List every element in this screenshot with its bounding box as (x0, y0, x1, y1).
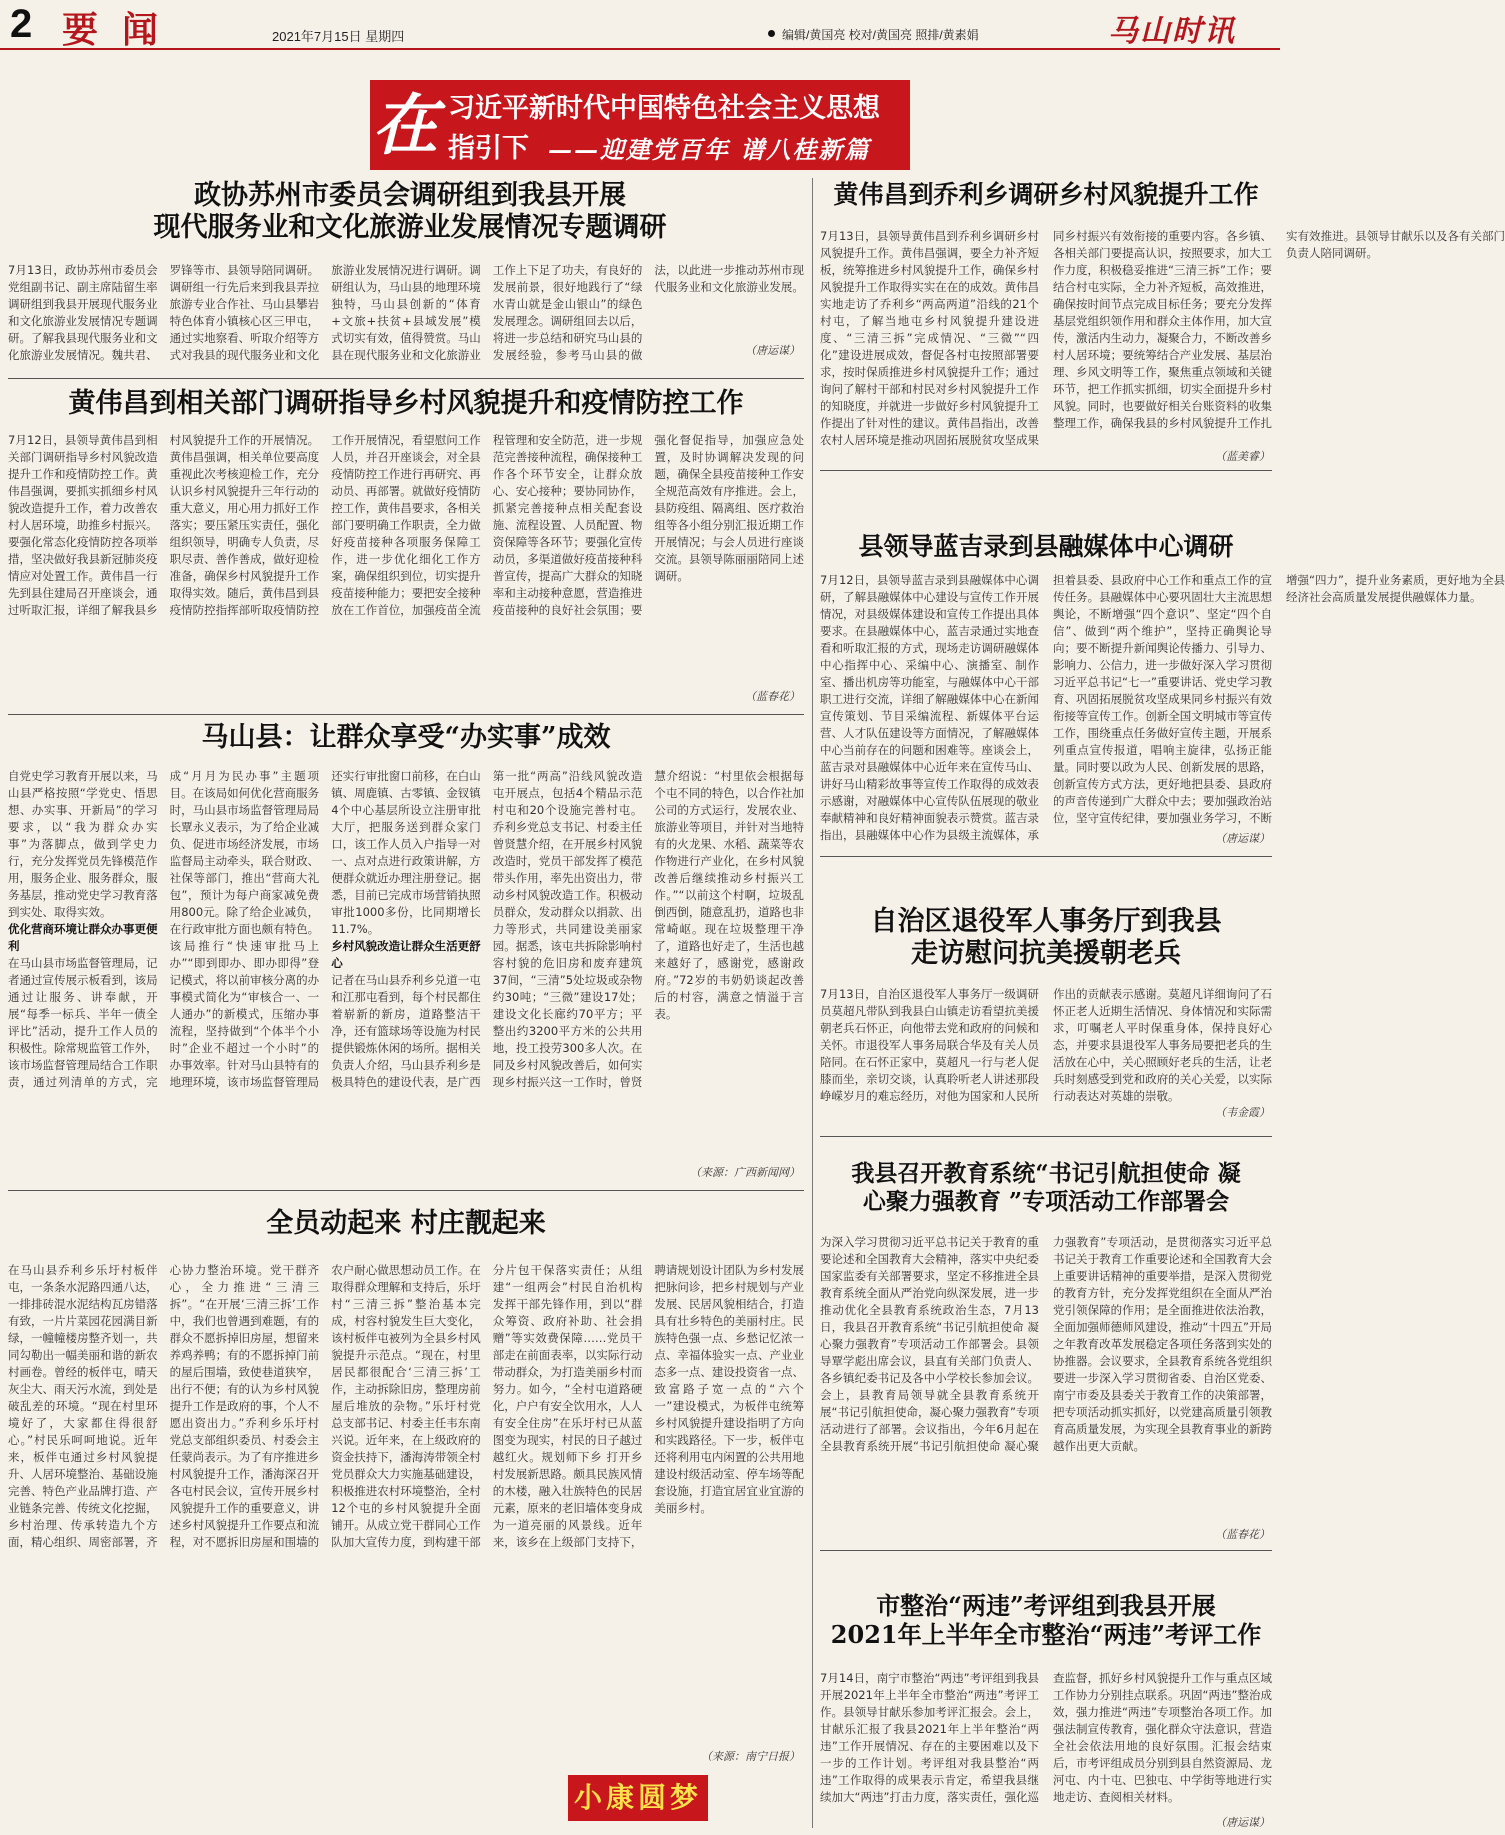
divider (8, 1190, 804, 1191)
article-byline: （蓝春花） (1215, 1528, 1270, 1541)
title-line: 市整治“两违”考评组到我县开展 (876, 1591, 1216, 1620)
article-byline: （唐运谋） (1215, 832, 1270, 845)
article-body: 7月12日，县领导蓝吉录到县融媒体中心调研，了解县融媒体中心建设与宣传工作开展情况，对县级媒体建设和宣传工作提出具体要求。在县融媒体中心，蓝吉录通过实地查看和听取汇报的方式，现场走访调研融媒体中心指挥中心、采编中心、演播室、制作室、播出机房等功能室，与融媒体中心干部职工进行交流，详细了解融媒体中心在新闻宣传策划、节目采编流程、新媒体平台运营、人才队伍建设等方面情况，了解融媒体中心当前存在的问题和困难等。座谈会上，蓝吉录对县融媒体中心近年来在宣传马山、讲好马山精彩故事等宣传工作取得的成效表示感谢，对融媒体中心宣传队伍展现的敬业奉献精神和良好精神面貌表示赞赏。蓝吉录指出，县融媒体中心作为县级主流媒体，承担着县委、县政府中心工作和重点工作的宣传任务。县融媒体中心要巩固壮大主流思想舆论，不断增强“四个意识”、坚定“四个自信”、做到“两个维护”，坚持正确舆论导向；要不断提升新闻舆论传播力、引导力、影响力、公信力，进一步做好深入学习贯彻习近平总书记“七一”重要讲话、党史学习教育、巩固拓展脱贫攻坚成果同乡村振兴有效衔接等宣传工作。创新全国文明城市等宣传工作，围绕重点任务做好宣传主题，开展系列重点宣传报道，唱响主旋律，弘扬正能量。同时要以政为人民、创新发展的思路，创新宣传方式方法，更好地把县委、县政府的声音传递到广大群众中去；要加强政治站位，坚守宣传纪律，要加强业务学习，不断增强“四力”，提升业务素质，更好地为全县经济社会高质量发展提供融媒体力量。 (820, 573, 1505, 842)
banner-line1: 习近平新时代中国特色社会主义思想 (448, 93, 880, 124)
editor-credits: 编辑/黄国亮 校对/黄国亮 照排/黄素娟 (782, 28, 979, 42)
article-title: 黄伟昌到相关部门调研指导乡村风貌提升和疫情防控工作 (68, 388, 744, 419)
article-byline: （来源：广西新闻网） (690, 1166, 800, 1179)
paragraph: 自党史学习教育开展以来，马山县严格按照“学党史、悟思想、办实事、开新局”的学习要求，以“我为群众办实事”为落脚点，做到学史力行，充分发挥党员先锋模范作用，服务企业、服务群众，服务基层，推动党史学习教育落到实处、取得实效。 (8, 769, 158, 919)
divider (820, 1136, 1272, 1137)
theme-banner (370, 80, 910, 170)
title-line: 走访慰问抗美援朝老兵 (911, 938, 1181, 970)
article-body: 为深入学习贯彻习近平总书记关于教育的重要论述和全国教育大会精神，落实中央纪委国家监委有关部署要求，坚定不移推进全县教育系统全面从严治党向纵深发展，进一步推动优化全县教育系统政治生态，7月13日，我县召开教育系统“书记引航担使命 凝心聚力强教育”专项活动工作部署会。县领导覃学彪出席会议，县直有关部门负责人、各乡镇纪委书记及各中小学校长参加会议。会上，县教育局领导就全县教育系统开展“书记引航担使命，凝心聚力强教育”专项活动进行了部署。会议指出，今年6月起在全县教育系统开展“书记引航担使命 凝心聚力强教育”专项活动，是贯彻落实习近平总书记关于教育工作重要论述和全国教育大会上重要讲话精神的重要举措，是深入贯彻党的教育方针，充分发挥党组织在全面从严治党引领保障的作用；是全面推进依法治教，全面加强师德师风建设，推动“十四五”开局之年教育改革发展稳定各项任务落到实处的协推器。会议要求，全县教育系统各党组织要进一步深入学习贯彻省委、自治区党委、南宁市委及县委关于教育工作的决策部署，把专项活动抓实抓好，以党建高质量引领教育高质量发展，为实现全县教育事业的新跨越作出更大贡献。 (820, 1235, 1272, 1453)
divider (820, 856, 1272, 857)
article-title (40, 180, 780, 245)
divider (8, 714, 804, 715)
article-body (8, 768, 804, 1182)
article-byline: （唐运谋） (745, 344, 800, 357)
title-line: 政协苏州市委员会调研组到我县开展 (194, 180, 626, 211)
title-line: 2021年上半年全市整治“两违”考评工作 (830, 1619, 1262, 1649)
banner-line2: 指引下 (448, 133, 529, 164)
article-title (820, 906, 1272, 971)
paragraph: 在马山县市场监督管理局，记者通过宣传展示板看到，该局通过让服务、讲奉献，开展“每季一标兵、半年一债全评比”活动，提升工作人员的积极性。除常规监管工作外，该市场监督管理局结合工作职责，通过列清单的方式，完成“月月为民办事”主题项目。在该局如何优化营商服务时，马山县市场监督管理局局长覃永义表示，为了给企业减负、促进市场经济发展，市场监督局主动牵头，联合财政、社保等部门，推出“营商大礼包”，预计为每户商家减免费用800元。除了给企业减负，在行政审批方面也颇有特色。该局推行“快速审批马上办”“即到即办、即办即得”登记模式，将以前审核分离的办事模式简化为“审核合一、一人通办”的新模式，压缩办事流程，坚持做到“个体半个小时”企业不超过一个小时”的办事效率。针对马山县特有的地理环境，该市场监督管理局还实行审批窗口前移，在白山镇、周鹿镇、古零镇、金钗镇4个中心基层所设立注册审批大厅，把服务送到群众家门口，该工作人员入户指导一对一、点对点进行政策讲解，方便群众就近办理注册登记。据悉，目前已完成市场营销执照审批1000多份，比同期增长11.7%。 (8, 769, 481, 1089)
article-title: 全员动起来 村庄靓起来 (266, 1208, 546, 1239)
article-body: 7月12日，县领导黄伟昌到相关部门调研指导乡村风貌改造提升工作和疫情防控工作。黄伟昌强调，要抓实抓细乡村风貌改造提升工作，着力改善农村人居环境，助推乡村振兴。要强化常态化疫情防控各项举措，坚决做好我县新冠肺炎疫情应对处置工作。黄伟昌一行先到县住建局召开座谈会，通过听取汇报，详细了解我县乡村风貌提升工作的开展情况。黄伟昌强调，相关单位要高度重视此次考核迎检工作，充分认识乡村风貌提升三年行动的重大意义，用心用力抓好工作落实；要压紧压实责任，强化组织领导，明确专人负责，尽职尽责、善作善成，做好迎检准备，确保乡村风貌提升工作取得实效。随后，黄伟昌到县疫情防控指挥部听取疫情防控工作开展情况，看望慰问工作人员，并召开座谈会，对全县疫情防控工作进行再研究、再动员、再部署。就做好疫情防控工作，黄伟昌要求，各相关部门要明确工作职责，全力做好疫苗接种各项服务保障工作，进一步优化细化工作方案，确保组织到位，切实提升疫苗接种能力；要把安全接种放在工作首位，加强疫苗全流程管理和安全防范，进一步规范完善接种流程，确保接种工作各个环节安全，让群众放心、安心接种；要协同协作，抓紧完善接种点相关配套设施、流程设置、人员配置、物资保障等各环节；要强化宣传动员，多渠道做好疫苗接种科普宣传，提高广大群众的知晓率和主动接种意愿，营造推进疫苗接种的良好社会氛围；要强化督促指导，加强应急处置，及时协调解决发现的问题，确保全县疫苗接种工作安全规范高效有序推进。会上，县防疫组、隔离组、医疗救治组等各小组分别汇报近期工作开展情况；与会人员进行座谈交流。县领导陈丽丽陪同上述调研。 (8, 433, 804, 617)
article-byline: （来源：南宁日报） (701, 1750, 800, 1763)
article-body: 7月13日，县领导黄伟昌到乔利乡调研乡村风貌提升工作。黄伟昌强调，要全力补齐短板，统筹推进乡村风貌提升工作，确保乡村风貌提升工作取得实实在在的成效。黄伟昌实地走访了乔利乡“两高两道”沿线的21个村屯，了解当地屯乡村风貌提升建设进度、“三清三拆”完成情况、“三微”“四化”建设进展成效，督促各村屯按照部署要求，按时保质推进乡村风貌提升工作；通过询问了解村干部和村民对乡村风貌提升工作的知晓度，并就进一步做好乡村风貌提升工作提出了针对性的建议。黄伟昌指出，改善农村人居环境是推动巩固拓展脱贫攻坚成果同乡村振兴有效衔接的重要内容。各乡镇、各相关部门要提高认识，按照要求，加大工作力度，积极稳妥推进“三清三拆”工作；要结合村屯实际，全力补齐短板，高效推进，确保按时间节点完成目标任务；要充分发挥基层党组织领作用和群众主体作用，加大宣传，激活内生动力，凝聚合力，不断改善乡村人居环境；要统筹结合产业发展、基层治理、乡风文明等工作，聚焦重点领域和关键环节，把工作抓实抓细，切实全面提升乡村风貌。同时，也要做好相关台账资料的收集整理工作，确保我县的乡村风貌提升工作扎实有效推进。县领导甘献乐以及各有关部门负责人陪同调研。 (820, 229, 1505, 447)
article-byline: （韦金霞） (1215, 1106, 1270, 1119)
article-byline: （唐运谋） (1215, 1816, 1270, 1829)
newspaper-logo: 马山时讯 (1108, 14, 1236, 49)
bullet-icon (768, 30, 775, 37)
article-title: 黄伟昌到乔利乡调研乡村风貌提升工作 (833, 180, 1259, 209)
column-divider (812, 178, 813, 1828)
issue-date: 2021年7月15日 星期四 (272, 29, 405, 44)
divider (8, 378, 804, 379)
article-body: 7月13日，政协苏州市委员会党组副书记、副主席陆留生率调研组到我县开展现代服务业和文化旅游业发展情况专题调研。了解我县现代服务业和文化旅游业发展情况。魏共君、罗锋等市、县领导陪同调研。调研组一行先后来到我县弄拉旅游专业合作社、马山县攀岩特色体育小镇核心区三甲屯，通过实地察看、听取介绍等方式对我县的现代服务业和文化旅游业发展情况进行调研。调研组认为，马山县的地理环境独特，马山县创新的“体育+文旅+扶贫+县域发展”模式切实有效，值得赞赏。马山县在现代服务业和文化旅游业工作上下足了功夫，有良好的发展前景，很好地践行了“绿水青山就是金山银山”的绿色发展理念。调研组回去以后，将进一步总结和研究马山县的发展经验，参考马山县的做法，以此进一步推动苏州市现代服务业和文化旅游业发展。 (8, 263, 804, 362)
page-header (0, 0, 1280, 50)
xiaokang-banner: 小康圆梦 (568, 1775, 708, 1821)
divider (820, 1550, 1272, 1551)
page-number: 2 (10, 2, 33, 46)
article-byline: （蓝春花） (745, 690, 800, 703)
article-title (820, 1592, 1272, 1650)
paragraph: 记者在马山县乔利乡兑道一屯和江那屯看到，每个村民都住着崭新的新房，道路整洁干净，还有篮球场等设施为村民提供锻炼休闲的场所。据相关负责人介绍，马山县乔利乡是极具特色的建设代表，是广西第一批“两高”沿线风貌改造屯开展点，包括4个精品示范村屯和20个设施完善村屯。乔利乡党总支书记、村委主任曾贤慧介绍，在开展乡村风貌改造时，党员干部发挥了模范带头作用，率先出资出力，带动乡村风貌改造工作。积极动员群众，发动群众以捐款、出力等形式，共同建设美丽家园。据悉，该屯共拆除影响村容村貌的危旧房和废弃建筑37间，“三清”5处垃圾或杂物约30吨；“三微”建设17处；建设文化长廊约70平方；平整出约3200平方米的公共用地，投工投劳300多人次。在同及乡村风貌改善后，如何实现乡村振兴这一工作时，曾贤慧介绍说：“村里依会根据每个屯不同的特色，以合作社加公司的方式运行，发展农业、旅游业等项目，并针对当地特有的火龙果、水稻、蔬菜等农作物进行产业化，在乡村风貌改善后继续推动乡村振兴工作。”“以前这个村啊，垃圾乱倒西倒，随意乱扔，道路也非常崎岖。现在垃圾整理干净了，道路也好走了，生活也越来越好了，感谢党，感谢政府。”72岁的韦奶奶谈起改善后的村容，满意之情溢于言表。 (331, 769, 804, 1089)
article-body: 7月13日，自治区退役军人事务厅一级调研员莫超凡带队到我县白山镇走访看望抗美援朝老兵石怀正，向他带去党和政府的问候和关怀。市退役军人事务局联合华及有关人员陪同。在石怀正家中，莫超凡一行与老人促膝而坐，亲切交谈，认真聆听老人讲述那段峥嵘岁月的难忘经历，对他为国家和人民所作出的贡献表示感谢。莫超凡详细询问了石怀正老人近期生活情况、身体情况和实际需求，叮嘱老人平时保重身体，保持良好心态，并要求县退役军人事务局要把老兵的生活放在心中，关心照顾好老兵的生活，让老兵时刻感受到党和政府的关心关爱，以实际行动表达对英雄的崇敬。 (820, 987, 1272, 1103)
banner-slogan: ——迎建党百年 谱八桂新篇 (548, 135, 871, 164)
article-title (820, 1160, 1272, 1215)
title-line: 现代服务业和文化旅游业发展情况专题调研 (153, 212, 667, 244)
subheading: 优化营商环境让群众办事更便利 (8, 922, 158, 953)
banner-big-char: 在 (372, 86, 438, 164)
title-line: 心聚力强教育 ”专项活动工作部署会 (862, 1187, 1230, 1215)
article-body: 7月14日，南宁市整治“两违”考评组到我县开展2021年上半年全市整治“两违”考评工作。县领导甘献乐参加考评汇报会。会上，甘献乐汇报了我县2021年上半年整治“两违”工作开展情况、存在的主要困难以及下一步的工作计划。考评组对我县整治“两违”工作取得的成果表示肯定，希望我县继续加大“两违”打击力度，落实责任，强化巡查监督，抓好乡村风貌提升工作与重点区域工作协力分别挂点联系。巩固“两违”整治成效，强力推进“两违”专项整治各项工作。加强法制宣传教育，强化群众守法意识，营造全社会依法用地的良好氛围。汇报会结束后，市考评组成员分别到县自然资源局、龙河屯、内十屯、巴独屯、中学街等地进行实地走访、查阅相关材料。 (820, 1671, 1272, 1804)
title-line: 我县召开教育系统“书记引航担使命 凝 (851, 1160, 1241, 1187)
title-line: 自治区退役军人事务厅到我县 (870, 906, 1222, 937)
article-body: 在马山县乔利乡乐圩村板伴屯，一条条水泥路四通八达，一排排砖混水泥结构瓦房错落有致，一片片菜园花园满目新绿，一幢幢楼房整齐划一，共同勾勒出一幅美丽和谐的新农村画卷。曾经的板伴屯，晴天灰尘大、雨天污水流，到处是破乱差的环境。“现在村里环境好了，大家都住得很舒心。”村民乐呵呵地说。近年来，板伴屯通过乡村风貌提升、人居环境整治、基础设施完善、特色产业品牌打造、产业链条完善、传统文化挖掘，乡村治理、传承转造九个方面，精心组织、周密部署，齐心协力整治环境。党干群齐心，全力推进“三清三拆”。“在开展‘三清三拆’工作中，我们也曾遇到难题，有的群众不愿拆掉旧房屋，想留来养鸡养鸭；有的不愿拆掉门前的屋后围墙，致使巷道狭窄，出行不便；有的认为乡村风貌提升工作是政府的事，个人不愿出资出力。”乔利乡乐圩村党总支部组织委员、村委会主任蒙尚表示。为了有序推进乡村风貌提升工作，潘海深召开各屯村民会议，宣传开展乡村风貌提升工作的重要意义，讲述乡村风貌提升工作要点和流程，对不愿拆旧房屋和围墙的农户耐心做思想动员工作。在取得群众理解和支持后，乐圩村“三清三拆”整治基本完成，村容村貌发生巨大变化，该村板伴屯被列为全县乡村风貌提升示范点。“现在，村里居民都很配合‘三清三拆’工作，主动拆除旧房，整理房前屋后堆放的杂物。”乐圩村党总支部书记、村委主任韦东南兴说。近年来，在上级政府的资金扶持下，潘海涛带领全村党员群众大力实施基础建设，积极推进农村环境整治，全村12个屯的乡村风貌提升全面铺开。从成立党干群同心工作队加大宣传力度，到构建干部分片包干保落实责任；从组建“一组两会”村民自治机构发挥干部先锋作用，到以“群众筹资、政府补助、社会捐赠”等实效费保障……党员干部走在前面表率，以实际行动带动群众，为打造美丽乡村而努力。如今，“全村屯道路硬化，户户有安全饮用水，人人有安全住房”在乐圩村已从蓝图变为现实，村民的日子越过越红火。规划师下乡 打开乡村发展新思路。颇具民族风情的木楼，融入壮族特色的民居元素，原来的老旧墙体变身成为一道亮丽的风景线。近年来，该乡在上级部门支持下，聘请规划设计团队为乡村发展把脉问诊，把乡村规划与产业发展、民居风貌相结合，打造具有壮乡特色的美丽村庄。民族特色强一点、乡愁记忆浓一点、幸福体验实一点、产业业态多一点、建设投资省一点、致富路子宽一点的“六个一”建设模式，为板伴屯统筹乡村风貌提升建设指明了方向和实践路径。下一步，板伴屯还将利用屯内闲置的公共用地建设村级活动室、停车场等配套设施，打造宜居宜业宜游的美丽乡村。 (8, 1263, 804, 1549)
subheading: 乡村风貌改造让群众生活更舒心 (331, 939, 481, 970)
article-title: 县领导蓝吉录到县融媒体中心调研 (858, 532, 1234, 561)
section-name: 要闻 (62, 9, 183, 51)
article-byline: （蓝美睿） (1215, 450, 1270, 463)
divider (820, 470, 1272, 471)
article-title: 马山县：让群众享受“办实事”成效 (201, 722, 611, 753)
